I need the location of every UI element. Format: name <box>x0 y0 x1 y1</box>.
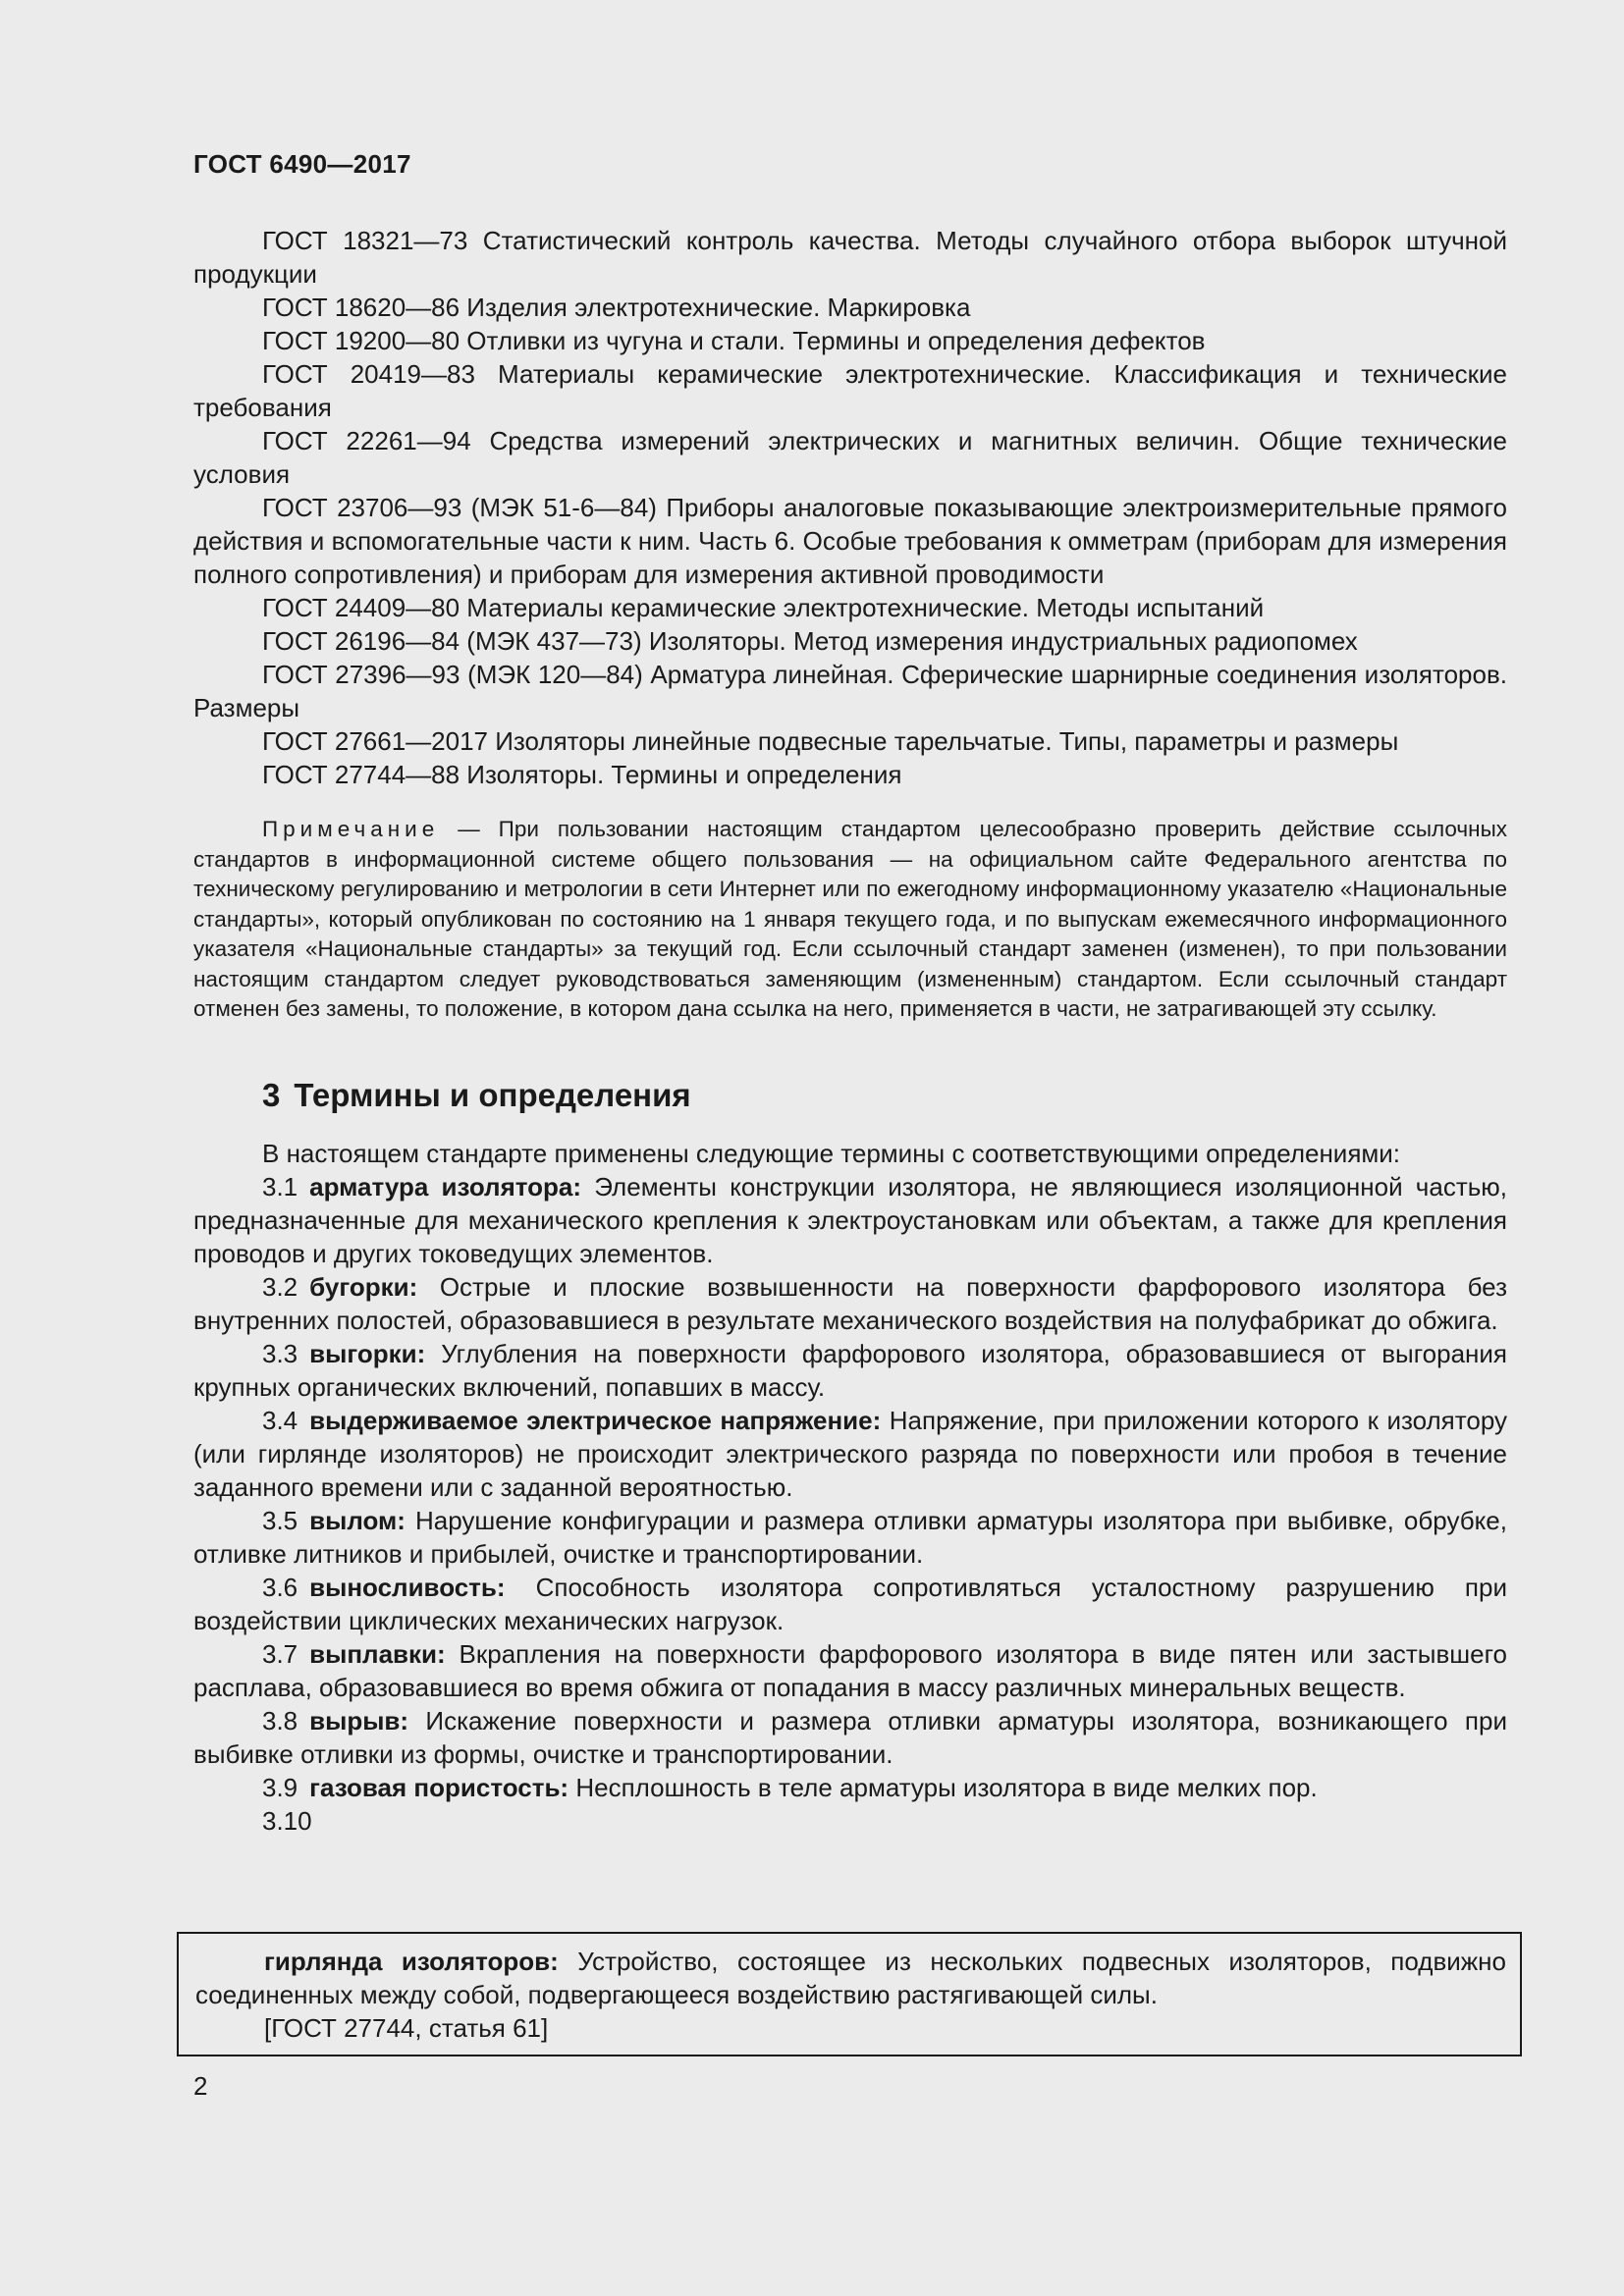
quoted-term-box <box>177 1932 1522 2056</box>
section-intro: В настоящем стандарте применены следующие термины с соответствующими определениями: <box>262 1138 1401 1168</box>
term-number: 3.2 <box>262 1271 298 1302</box>
terms-list <box>193 1170 1507 1838</box>
term-definition: Углубления на поверхности фарфорового изолятора, образовавшиеся от выгорания крупных органических включений, попавших в массу. <box>193 1338 1507 1402</box>
term-name: гирлянда изоляторов: <box>264 1947 559 1976</box>
section-title: Термины и определения <box>294 1076 691 1113</box>
term-definition: Способность изолятора сопротивляться усталостному разрушению при воздействии циклических механических нагрузок. <box>193 1572 1507 1635</box>
reference-item: ГОСТ 20419—83 Материалы керамические электротехнические. Классификация и технические требования <box>193 359 1507 422</box>
term-definition: Искажение поверхности и размера отливки арматуры изолятора, возникающего при выбивке отливки из формы, очистке и транспортировании. <box>193 1705 1507 1769</box>
term-definition: Нарушение конфигурации и размера отливки арматуры изолятора при выбивке, обрубке, отливке литников и прибылей, очистке и транспортировании. <box>193 1505 1507 1569</box>
note-text: — При пользовании настоящим стандартом целесообразно проверить действие ссылочных стандартов в информационной системе общего пользования — на официальном сайте Федерального агентства по техническому регулированию и метрологии в сети Интернет или по ежегодному информационному указателю «Национальные стандарты», который опубликован по состоянию на 1 января текущего года, и по выпускам ежемесячного информационного указателя «Национальные стандарты» за текущий год. Если ссылочный стандарт заменен (изменен), то при пользовании настоящим стандартом следует руководствоваться заменяющим (измененным) стандартом. Если ссылочный стандарт отменен без замены, то положение, в котором дана ссылка на него, применяется в части, не затрагивающей эту ссылку. <box>193 817 1507 1021</box>
reference-list <box>193 224 1507 791</box>
term-number: 3.6 <box>262 1572 298 1602</box>
term-definition: Вкрапления на поверхности фарфорового изолятора в виде пятен или застывшего расплава, образовавшиеся во время обжига от попадания в массу различных минеральных веществ. <box>193 1638 1507 1702</box>
note-paragraph <box>193 815 1507 1025</box>
reference-item: ГОСТ 26196—84 (МЭК 437—73) Изоляторы. Метод измерения индустриальных радиопомех <box>262 626 1358 656</box>
term-name: вырыв: <box>309 1705 409 1735</box>
boxed-term-item <box>195 1945 1506 2011</box>
term-item <box>193 1337 1507 1404</box>
term-definition: Острые и плоские возвышенности на поверхности фарфорового изолятора без внутренних полостей, образовавшиеся в результате механического воздействия на полуфабрикат до обжига. <box>193 1271 1507 1335</box>
term-item <box>193 1637 1507 1704</box>
section-heading <box>193 1074 1507 1117</box>
term-name: выдерживаемое электрическое напряжение: <box>309 1405 882 1435</box>
term-number-3-10: 3.10 <box>262 1805 312 1836</box>
term-name: газовая пористость: <box>309 1772 569 1802</box>
term-item <box>193 1504 1507 1571</box>
reference-item: ГОСТ 22261—94 Средства измерений электрических и магнитных величин. Общие технические условия <box>193 426 1507 489</box>
term-item <box>193 1704 1507 1771</box>
term-number: 3.4 <box>262 1405 298 1435</box>
note-label: Примечание <box>262 817 440 841</box>
term-number: 3.9 <box>262 1772 298 1802</box>
term-item <box>193 1571 1507 1637</box>
term-name: вылом: <box>309 1505 406 1535</box>
reference-item: ГОСТ 18321—73 Статистический контроль качества. Методы случайного отбора выборок штучной продукции <box>193 226 1507 289</box>
term-definition: Устройство, состоящее из нескольких подвесных изоляторов, подвижно соединенных между собой, подвергающееся воздействию растягивающей силы. <box>195 1947 1506 2009</box>
term-name: выгорки: <box>309 1338 426 1368</box>
term-item <box>193 1404 1507 1504</box>
term-item <box>193 1170 1507 1270</box>
term-number: 3.1 <box>262 1171 298 1201</box>
reference-item: ГОСТ 27661—2017 Изоляторы линейные подвесные тарельчатые. Типы, параметры и размеры <box>262 726 1399 756</box>
reference-item: ГОСТ 23706—93 (МЭК 51-6—84) Приборы аналоговые показывающие электроизмерительные прямого действия и вспомогательные части к ним. Часть 6. Особые требования к омметрам (приборам для измерения полного сопротивления) и приборам для измерения активной проводимости <box>193 493 1507 589</box>
reference-item: ГОСТ 27744—88 Изоляторы. Термины и определения <box>262 760 902 789</box>
term-definition: Элементы конструкции изолятора, не являющиеся изоляционной частью, предназначенные для механического крепления к электроустановкам или объектам, а также для крепления проводов и других токоведущих элементов. <box>193 1171 1507 1268</box>
term-name: арматура изолятора: <box>309 1171 582 1201</box>
reference-item: ГОСТ 18620—86 Изделия электротехнические. Маркировка <box>262 293 971 322</box>
term-definition: Несплошность в теле арматуры изолятора в виде мелких пор. <box>575 1772 1318 1802</box>
reference-item: ГОСТ 27396—93 (МЭК 120—84) Арматура линейная. Сферические шарнирные соединения изоляторов. Размеры <box>193 660 1507 722</box>
term-name: выплавки: <box>309 1638 446 1669</box>
term-item <box>193 1771 1507 1804</box>
reference-item: ГОСТ 24409—80 Материалы керамические электротехнические. Методы испытаний <box>262 593 1265 622</box>
document-header: ГОСТ 6490—2017 <box>193 149 411 179</box>
term-definition: Напряжение, при приложении которого к изолятору (или гирлянде изоляторов) не происходит электрического разряда по поверхности или пробоя в течение заданного времени или с заданной вероятностью. <box>193 1405 1507 1502</box>
section-number: 3 <box>262 1076 281 1113</box>
term-name: бугорки: <box>309 1271 418 1302</box>
term-number: 3.3 <box>262 1338 298 1368</box>
reference-item: ГОСТ 19200—80 Отливки из чугуна и стали. Термины и определения дефектов <box>262 326 1206 355</box>
term-number: 3.5 <box>262 1505 298 1535</box>
term-number: 3.7 <box>262 1638 298 1669</box>
term-item <box>193 1270 1507 1337</box>
term-number: 3.8 <box>262 1705 298 1735</box>
document-body <box>193 224 1507 1838</box>
page-number: 2 <box>193 2071 208 2101</box>
term-name: выносливость: <box>309 1572 506 1602</box>
term-source: [ГОСТ 27744, статья 61] <box>264 2013 549 2043</box>
